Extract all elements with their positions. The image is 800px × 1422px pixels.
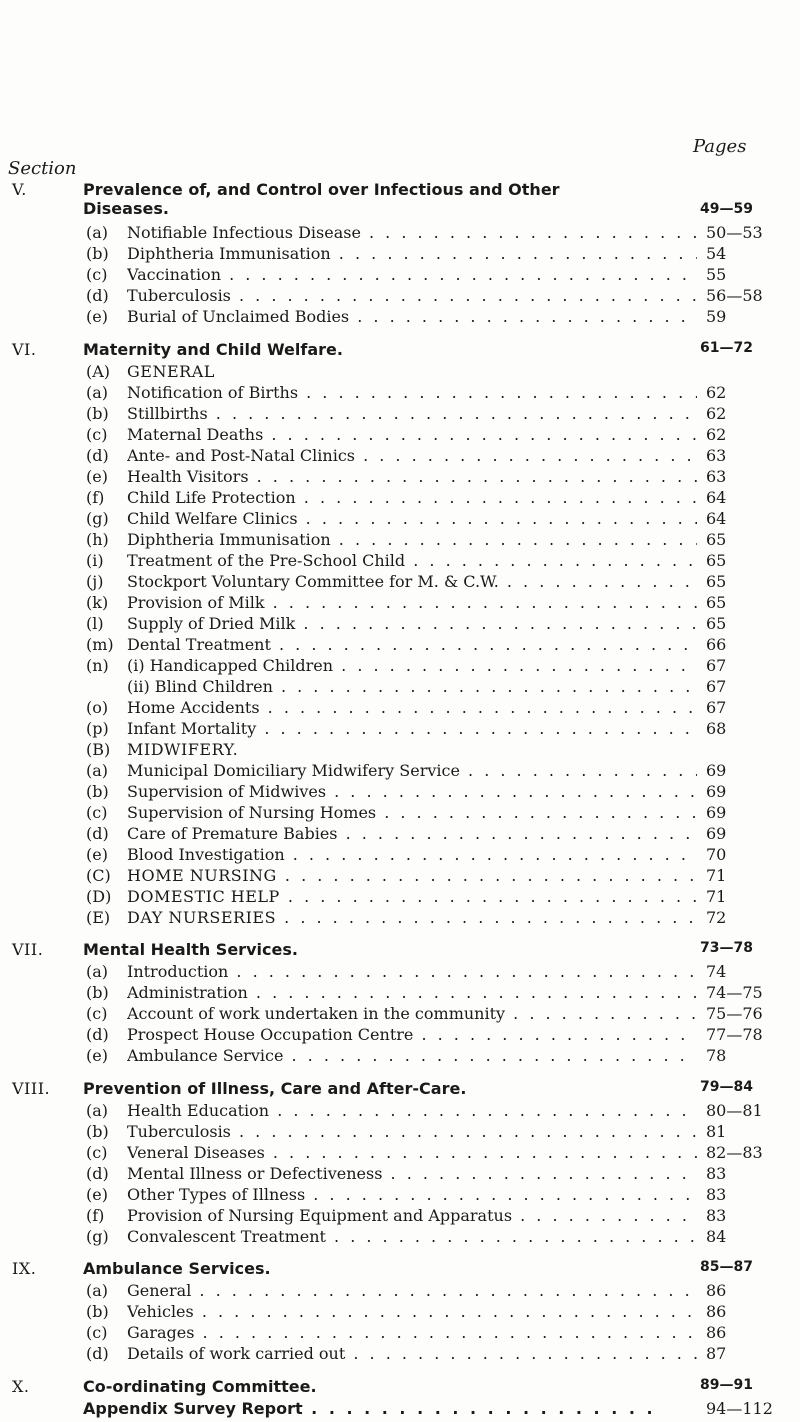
toc-row: (a) Notifiable Infectious Disease . . . 50—53 xyxy=(0,222,800,246)
section-title: Ambulance Services. xyxy=(83,1259,271,1278)
toc-row: (e) Health Visitors . . . 63 xyxy=(0,466,800,490)
subheading: (A) GENERAL xyxy=(86,362,215,381)
section-number: VII. xyxy=(12,940,44,959)
toc-row: (e) Other Types of Illness . . . 83 xyxy=(0,1184,800,1208)
toc-row: (c) Maternal Deaths . . . 62 xyxy=(0,424,800,448)
section-pages: 73—78 xyxy=(700,940,753,956)
section-title: Prevalence of, and Control over Infectious and Other Diseases. xyxy=(83,180,560,218)
toc-row: (b) Supervision of Midwives . . . 69 xyxy=(0,781,800,805)
toc-row: (c) Veneral Diseases . . . 82—83 xyxy=(0,1142,800,1166)
toc-row: (b) Vehicles . . . 86 xyxy=(0,1301,800,1325)
toc-row: (d) Tuberculosis . . . 56—58 xyxy=(0,285,800,309)
toc-row: (k) Provision of Milk . . . 65 xyxy=(0,592,800,616)
toc-row: (c) Garages . . . 86 xyxy=(0,1322,800,1346)
toc-row: (e) Burial of Unclaimed Bodies . . . 59 xyxy=(0,306,800,330)
toc-row: (d) Ante- and Post-Natal Clinics . . . 63 xyxy=(0,445,800,469)
toc-row: (a) Introduction . . . 74 xyxy=(0,961,800,985)
toc-row: (h) Diphtheria Immunisation . . . 65 xyxy=(0,529,800,553)
toc-row: (c) Supervision of Nursing Homes . . . 69 xyxy=(0,802,800,826)
toc-row: (b) Diphtheria Immunisation . . . 54 xyxy=(0,243,800,267)
toc-row: (c) Account of work undertaken in the community . . . 75—76 xyxy=(0,1003,800,1027)
toc-row: (l) Supply of Dried Milk . . . 65 xyxy=(0,613,800,637)
toc-row: (e) Ambulance Service . . . 78 xyxy=(0,1045,800,1069)
toc-row: (a) Notification of Births . . . 62 xyxy=(0,382,800,406)
pages-column-header: Pages xyxy=(693,136,747,157)
toc-row: (C) HOME NURSING . . . 71 xyxy=(0,865,800,889)
toc-row: (n) (i) Handicapped Children . . . 67 xyxy=(0,655,800,679)
section-pages: 49—59 xyxy=(700,201,753,217)
section-title: Maternity and Child Welfare. xyxy=(83,340,343,359)
section-number: IX. xyxy=(12,1259,37,1278)
toc-row: (d) Care of Premature Babies . . . 69 xyxy=(0,823,800,847)
section-pages: 79—84 xyxy=(700,1079,753,1095)
toc-row: (j) Stockport Voluntary Committee for M. & C.W. . . . 65 xyxy=(0,571,800,595)
toc-row: (f) Provision of Nursing Equipment and Apparatus . . . 83 xyxy=(0,1205,800,1229)
appendix-row: Appendix Survey Report . . . 94—112 xyxy=(0,1398,800,1422)
toc-row: (a) General . . . 86 xyxy=(0,1280,800,1304)
section-pages: 61—72 xyxy=(700,340,753,356)
toc-row: (d) Prospect House Occupation Centre . . . 77—78 xyxy=(0,1024,800,1048)
subheading: (B) MIDWIFERY. xyxy=(86,740,239,759)
toc-row: (o) Home Accidents . . . 67 xyxy=(0,697,800,721)
toc-row: (a) Municipal Domiciliary Midwifery Service . . . 69 xyxy=(0,760,800,784)
toc-row: (e) Blood Investigation . . . 70 xyxy=(0,844,800,868)
toc-row: (D) DOMESTIC HELP . . . 71 xyxy=(0,886,800,910)
toc-row: (ii) Blind Children . . . 67 xyxy=(0,676,800,700)
toc-row: (b) Stillbirths . . . 62 xyxy=(0,403,800,427)
toc-row: (a) Health Education . . . 80—81 xyxy=(0,1100,800,1124)
toc-row: (d) Details of work carried out . . . 87 xyxy=(0,1343,800,1367)
toc-row: (b) Administration . . . 74—75 xyxy=(0,982,800,1006)
contents-page: Pages Section V. Prevalence of, and Control over Infectious and Other Diseases. 49—59 (a) Notifiable Infectious Disease . . . 50—53 (b) Diphtheria Immunisation . . . 54 (c) Vaccination . . . 55 (d) Tuberculosis . . . 56—58 (e) Burial of Unclaimed Bodies . . . 59 VI. Maternity and Child Welfare. 61—72 (A) GENERAL (a) Notification of Births . . . 62 (b) Stillbirths . . . 62 (c) Maternal Deaths . . . 62 (d) Ante- and Post-Natal Clinics . . . 63 (e) Health Visitors . . . 63 (f) Child Life Protection . . . 64 (g) Child Welfare Clinics . . . 64 (h) Diphtheria Immunisation . . . 65 (i) Treatment of the Pre-School Child . . . 65 (j) Stockport Voluntary Committee for M. & C.W. . . . 65 (k) Provision of Milk . . . 65 (l) Supply of Dried Milk . . . 65 (m) Dental Treatment . . . 66 (n) (i) Handicapped Children . . . 67 (ii) Blind Children . . . 67 (o) Home Accidents . . . 67 (p) Infant Mortality . . . 68 (B) MIDWIFERY. (a) Municipal Domiciliary Midwifery Service . . . 69 (b) Supervision of Midwives . . . 69 (c) Supervision of Nursing Homes . . . 69 (d) Care of Premature Babies . . . 69 (e) Blood Investigation . . . 70 (C) HOME NURSING . . . 71 (D) DOMESTIC HELP . . . 71 (E) DAY NURSERIES . . . 72 VII. Mental Health Services. 73—78 (a) Introduction . . . 74 (b) Administration . . . 74—75 (c) Account of work undertaken in the community . . . 75—76 (d) Prospect House Occupation Centre . . . 77—78 (e) Ambulance Service . . . 78 VIII. Prevention of Illness, Care and After-Care. 79—84 (a) Health Education . . . 80—81 (b) Tuberculosis . . . 81 (c) Veneral Diseases . . . 82—83 (d) Mental Illness or Defectiveness . . . 83 (e) Other Types of Illness . . . 83 (f) Provision of Nursing Equipment and Apparatus . . . 83 (g) Convalescent Treatment . . . 84 IX. Ambulance Services. 85—87 (a) General . . . 86 (b) Vehicles . . . 86 (c) Garages . . . 86 (d) Details of work carried out . . . 87 X. Co-ordinating Committee. 89—91 Appendix Survey Report . . . 94—112 xyxy=(0,0,800,1421)
toc-row: (g) Child Welfare Clinics . . . 64 xyxy=(0,508,800,532)
toc-row: (b) Tuberculosis . . . 81 xyxy=(0,1121,800,1145)
toc-row: (i) Treatment of the Pre-School Child . . . 65 xyxy=(0,550,800,574)
section-title: Mental Health Services. xyxy=(83,940,298,959)
section-number: V. xyxy=(12,180,27,199)
section-title: Prevention of Illness, Care and After-Care. xyxy=(83,1079,467,1098)
toc-row: (f) Child Life Protection . . . 64 xyxy=(0,487,800,511)
toc-row: (c) Vaccination . . . 55 xyxy=(0,264,800,288)
toc-row: (d) Mental Illness or Defectiveness . . . 83 xyxy=(0,1163,800,1187)
section-column-header: Section xyxy=(8,158,77,179)
toc-row: (g) Convalescent Treatment . . . 84 xyxy=(0,1226,800,1250)
section-pages: 85—87 xyxy=(700,1259,753,1275)
section-number: VIII. xyxy=(12,1079,51,1098)
toc-row: (m) Dental Treatment . . . 66 xyxy=(0,634,800,658)
section-number: VI. xyxy=(12,340,37,359)
toc-row: (p) Infant Mortality . . . 68 xyxy=(0,718,800,742)
toc-row: (E) DAY NURSERIES . . . 72 xyxy=(0,907,800,931)
